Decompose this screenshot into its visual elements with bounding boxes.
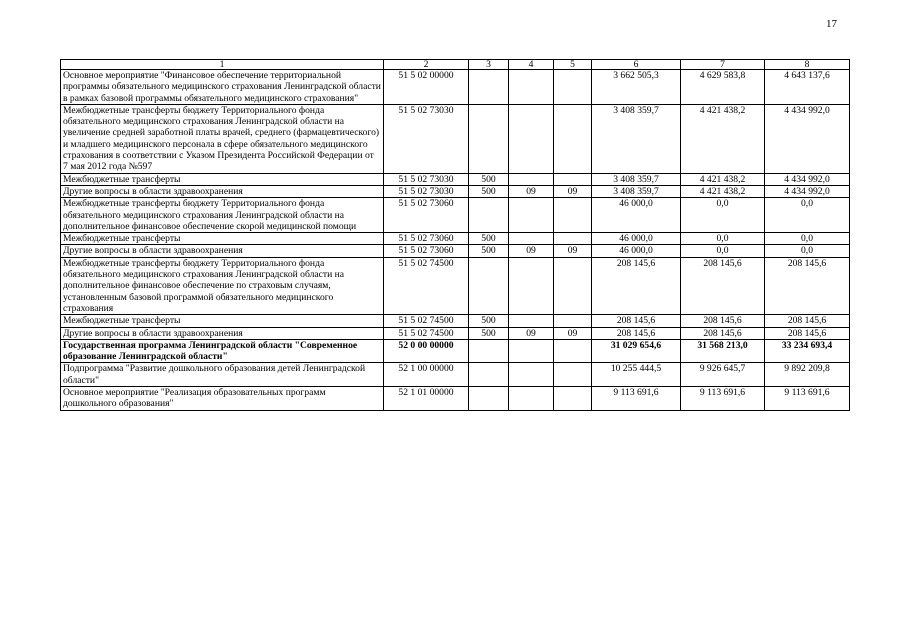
row-col3-cell: 500 — [469, 185, 509, 197]
row-value7-cell: 0,0 — [681, 245, 765, 257]
row-code-cell: 51 5 02 73060 — [384, 233, 469, 245]
row-value7-cell: 208 145,6 — [681, 257, 765, 314]
row-value7-cell: 4 421 438,2 — [681, 173, 765, 185]
row-value7-cell: 9 926 645,7 — [681, 363, 765, 387]
row-col5-cell — [554, 257, 592, 314]
row-code-cell: 51 5 02 73030 — [384, 173, 469, 185]
row-col4-cell: 09 — [509, 185, 554, 197]
row-name-cell: Государственная программа Ленинградской области "Современное образование Ленинградской области" — [61, 339, 384, 363]
row-code-cell: 51 5 02 74500 — [384, 257, 469, 314]
table-row — [61, 245, 850, 257]
row-col5-cell — [554, 198, 592, 233]
row-value7-cell: 4 421 438,2 — [681, 104, 765, 173]
row-value6-cell: 9 113 691,6 — [592, 387, 681, 411]
row-col4-cell — [509, 315, 554, 327]
row-value8-cell: 4 434 992,0 — [765, 185, 850, 197]
row-code-cell: 51 5 02 73060 — [384, 198, 469, 233]
row-value6-cell: 208 145,6 — [592, 315, 681, 327]
row-col3-cell — [469, 257, 509, 314]
row-col3-cell — [469, 363, 509, 387]
row-value6-cell: 31 029 654,6 — [592, 339, 681, 363]
row-col3-cell — [469, 104, 509, 173]
header-cell: 1 — [61, 60, 384, 70]
row-name-cell: Межбюджетные трансферты бюджету Территориального фонда обязательного медицинского страхования Ленинградской области на увеличение средней заработной платы врачей, среднего (фармацевтического) и младшего медицинского персонала в сфере обязательного медицинского страхования в соответствии с Указом Президента Российской Федерации от 7 мая 2012 года №597 — [61, 104, 384, 173]
row-col4-cell — [509, 233, 554, 245]
row-col4-cell — [509, 198, 554, 233]
row-name-cell: Другие вопросы в области здравоохранения — [61, 245, 384, 257]
row-value7-cell: 0,0 — [681, 233, 765, 245]
table-row — [61, 70, 850, 105]
row-code-cell: 51 5 02 73060 — [384, 245, 469, 257]
row-code-cell: 51 5 02 74500 — [384, 327, 469, 339]
header-cell: 8 — [765, 60, 850, 70]
row-col4-cell — [509, 173, 554, 185]
row-value8-cell: 9 113 691,6 — [765, 387, 850, 411]
row-value6-cell: 46 000,0 — [592, 233, 681, 245]
row-col3-cell — [469, 198, 509, 233]
row-col3-cell: 500 — [469, 233, 509, 245]
row-value7-cell: 4 421 438,2 — [681, 185, 765, 197]
row-value8-cell: 9 892 209,8 — [765, 363, 850, 387]
table-row — [61, 185, 850, 197]
row-name-cell: Межбюджетные трансферты — [61, 233, 384, 245]
row-name-cell: Межбюджетные трансферты — [61, 315, 384, 327]
row-col5-cell — [554, 104, 592, 173]
row-name-cell: Межбюджетные трансферты бюджету Территориального фонда обязательного медицинского страхования Ленинградской области на дополнительное финансовое обеспечение скорой медицинской помощи — [61, 198, 384, 233]
table-row — [61, 233, 850, 245]
row-col5-cell: 09 — [554, 185, 592, 197]
row-value6-cell: 208 145,6 — [592, 257, 681, 314]
table-row — [61, 173, 850, 185]
row-value8-cell: 4 643 137,6 — [765, 70, 850, 105]
row-col4-cell — [509, 104, 554, 173]
table-header-row — [61, 60, 850, 70]
row-col5-cell — [554, 173, 592, 185]
table-row — [61, 327, 850, 339]
row-value7-cell: 208 145,6 — [681, 327, 765, 339]
row-col5-cell — [554, 70, 592, 105]
row-col4-cell — [509, 363, 554, 387]
row-value8-cell: 33 234 693,4 — [765, 339, 850, 363]
row-value7-cell: 0,0 — [681, 198, 765, 233]
row-value7-cell: 4 629 583,8 — [681, 70, 765, 105]
row-value8-cell: 0,0 — [765, 245, 850, 257]
row-code-cell: 51 5 02 73030 — [384, 185, 469, 197]
row-col4-cell — [509, 387, 554, 411]
row-value6-cell: 46 000,0 — [592, 198, 681, 233]
row-col4-cell: 09 — [509, 245, 554, 257]
table-row — [61, 363, 850, 387]
row-name-cell: Основное мероприятие "Реализация образовательных программ дошкольного образования" — [61, 387, 384, 411]
row-code-cell: 52 1 00 00000 — [384, 363, 469, 387]
row-value6-cell: 10 255 444,5 — [592, 363, 681, 387]
row-col5-cell: 09 — [554, 245, 592, 257]
row-col5-cell: 09 — [554, 327, 592, 339]
row-col4-cell — [509, 339, 554, 363]
row-col4-cell — [509, 257, 554, 314]
row-col3-cell: 500 — [469, 315, 509, 327]
header-cell: 7 — [681, 60, 765, 70]
row-code-cell: 51 5 02 74500 — [384, 315, 469, 327]
row-col5-cell — [554, 387, 592, 411]
row-value6-cell: 3 408 359,7 — [592, 104, 681, 173]
row-value7-cell: 208 145,6 — [681, 315, 765, 327]
row-code-cell: 51 5 02 00000 — [384, 70, 469, 105]
row-name-cell: Межбюджетные трансферты — [61, 173, 384, 185]
row-code-cell: 52 1 01 00000 — [384, 387, 469, 411]
row-code-cell: 52 0 00 00000 — [384, 339, 469, 363]
row-value6-cell: 46 000,0 — [592, 245, 681, 257]
row-col3-cell — [469, 387, 509, 411]
row-col3-cell — [469, 339, 509, 363]
row-col3-cell: 500 — [469, 173, 509, 185]
row-name-cell: Межбюджетные трансферты бюджету Территориального фонда обязательного медицинского страхования Ленинградской области на дополнительное финансовое обеспечение по страховым случаям, установленным базовой программой обязательного медицинского страхования — [61, 257, 384, 314]
row-value6-cell: 3 408 359,7 — [592, 173, 681, 185]
row-value8-cell: 0,0 — [765, 198, 850, 233]
header-cell: 4 — [509, 60, 554, 70]
row-value8-cell: 208 145,6 — [765, 327, 850, 339]
row-value8-cell: 0,0 — [765, 233, 850, 245]
row-col4-cell: 09 — [509, 327, 554, 339]
row-col5-cell — [554, 315, 592, 327]
row-name-cell: Другие вопросы в области здравоохранения — [61, 327, 384, 339]
row-code-cell: 51 5 02 73030 — [384, 104, 469, 173]
table-row — [61, 198, 850, 233]
header-cell: 5 — [554, 60, 592, 70]
table-row — [61, 104, 850, 173]
row-col5-cell — [554, 339, 592, 363]
table-row — [61, 257, 850, 314]
header-cell: 6 — [592, 60, 681, 70]
row-value6-cell: 208 145,6 — [592, 327, 681, 339]
row-name-cell: Подпрограмма "Развитие дошкольного образования детей Ленинградской области" — [61, 363, 384, 387]
row-value7-cell: 31 568 213,0 — [681, 339, 765, 363]
row-value7-cell: 9 113 691,6 — [681, 387, 765, 411]
row-col3-cell: 500 — [469, 327, 509, 339]
row-value8-cell: 4 434 992,0 — [765, 173, 850, 185]
row-col3-cell: 500 — [469, 245, 509, 257]
header-cell: 2 — [384, 60, 469, 70]
row-value6-cell: 3 408 359,7 — [592, 185, 681, 197]
row-value8-cell: 208 145,6 — [765, 315, 850, 327]
table-row — [61, 315, 850, 327]
row-value6-cell: 3 662 505,3 — [592, 70, 681, 105]
header-cell: 3 — [469, 60, 509, 70]
row-name-cell: Другие вопросы в области здравоохранения — [61, 185, 384, 197]
row-col5-cell — [554, 233, 592, 245]
row-col5-cell — [554, 363, 592, 387]
table-row — [61, 387, 850, 411]
table-row — [61, 339, 850, 363]
page-number: 17 — [826, 18, 837, 30]
row-value8-cell: 4 434 992,0 — [765, 104, 850, 173]
budget-table — [60, 59, 850, 411]
row-col3-cell — [469, 70, 509, 105]
row-value8-cell: 208 145,6 — [765, 257, 850, 314]
row-name-cell: Основное мероприятие "Финансовое обеспечение территориальной программы обязательного медицинского страхования Ленинградской области в рамках базовой программы обязательного медицинского страхования" — [61, 70, 384, 105]
row-col4-cell — [509, 70, 554, 105]
